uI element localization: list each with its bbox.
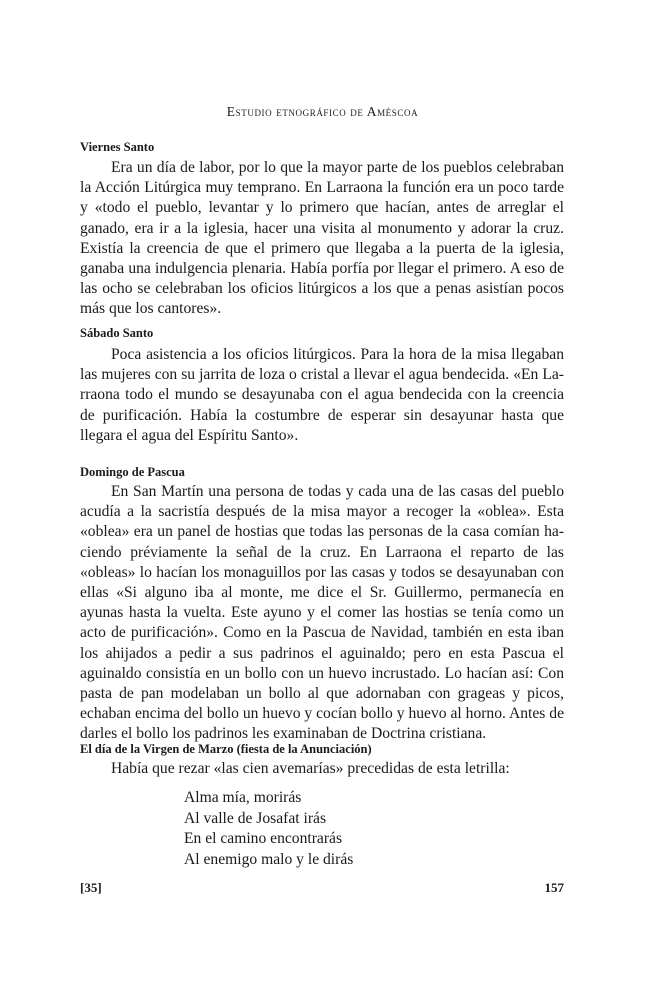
section-title-sabado-santo: Sábado Santo	[80, 326, 154, 340]
page-ref-left: [35]	[80, 880, 102, 895]
section-title-virgen-de-marzo: El día de la Virgen de Marzo (fiesta de la Anunciación)	[80, 742, 372, 756]
section-title-domingo-de-pascua: Domingo de Pascua	[80, 465, 185, 479]
paragraph-sabado-santo: Poca asistencia a los oficios litúrgicos. Para la hora de la misa llegaban las mujeres con su jarrita de loza o cristal a llevar el agua bendecida. «En Larraona todo el mundo se desayunaba con el agua bendecida con la creencia de purificación. Había la costumbre de esperar sin desayunar hasta que llegara el agua del Espíritu Santo».	[80, 346, 564, 444]
poem-verse	[184, 788, 353, 870]
poem-line: En el camino encontrarás	[184, 830, 343, 847]
paragraph-virgen-de-marzo: Había que rezar «las cien avemarías» precedidas de esta letrilla:	[111, 760, 510, 777]
paragraph-domingo-de-pascua: En San Martín una persona de todas y cada una de las casas del pueblo acudía a la sacristía después de la misa mayor a recoger la «oblea». Esta «oblea» era un panel de hostias que todas las personas de la casa comían haciendo préviamente la señal de la cruz. En Larraona el reparto de las «obleas» lo hacían los monaguillos por las casas y todos se desayunaban con ellas «Si alguno iba al monte, me dice el Sr. Guillermo, permanecía en ayunas hasta la vuelta. Este ayuno y el comer las hostias se tenía como un acto de purificación». Como en la Pascua de Navidad, también en esta iban los ahijados a pedir a sus padrinos el aguinaldo; pero en esta Pascua el aguinaldo consistía en un bollo con un huevo incrustado. Lo hacían así: Con pasta de pan modelaban un bollo al que adornaban con grageas y picos, echaban encima del bollo un huevo y cocían bollo y huevo al horno. Antes de darles el bollo los padrinos les examinaban de Doctrina cristiana.	[80, 483, 564, 743]
poem-line: Al enemigo malo y le dirás	[184, 850, 354, 868]
page-number: 157	[544, 880, 564, 895]
running-head: Estudio etnográfico de Améscoa	[226, 104, 419, 119]
poem-line: Al valle de Josafat irás	[184, 809, 327, 827]
poem-line: Alma mía, morirás	[184, 789, 302, 806]
paragraph-viernes-santo: Era un día de labor, por lo que la mayor parte de los pueblos celebraban la Acción Litúrgica muy temprano. En Larraona la función era un poco tarde y «todo el pueblo, levantar y lo primero que hacían, antes de arreglar el ganado, era ir a la iglesia, hacer una visita al monumento y adorar la cruz. Existía la creencia de que el primero que llegaba a la puerta de la iglesia, ganaba una indulgencia plenaria. Había porfía por llegar el primero. A eso de las ocho se celebraban los oficios litúrgicos a los que a penas asistían pocos más que los cantores».	[80, 159, 564, 318]
section-title-viernes-santo: Viernes Santo	[80, 140, 155, 154]
